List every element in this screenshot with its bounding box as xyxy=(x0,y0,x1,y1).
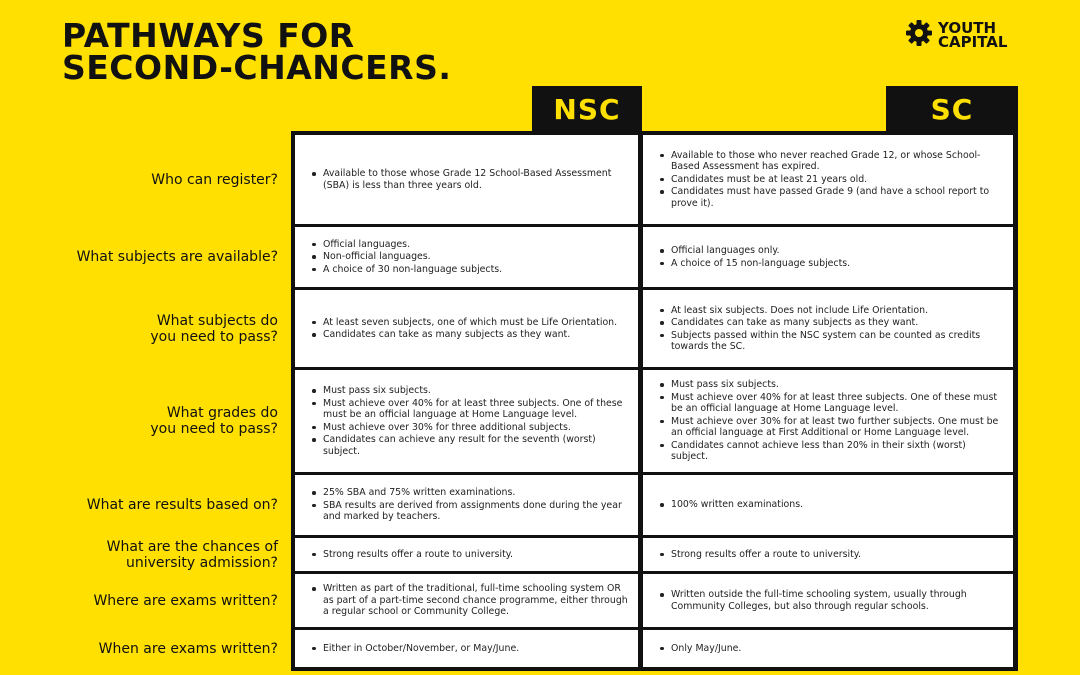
row-label-line: you need to pass? xyxy=(150,421,278,437)
row-label xyxy=(77,227,278,287)
row-label xyxy=(87,475,278,535)
list-item: Available to those whose Grade 12 School-Based Assessment (SBA) is less than three years old. xyxy=(309,168,628,191)
bullet-list xyxy=(657,498,1003,512)
column-header-nsc: NSC xyxy=(532,86,642,132)
list-item: Must pass six subjects. xyxy=(309,385,628,397)
nsc-cell xyxy=(295,475,638,535)
gear-icon xyxy=(904,18,934,52)
list-item: 100% written examinations. xyxy=(657,499,1003,511)
bullet-list xyxy=(657,642,1003,656)
sc-cell xyxy=(643,290,1013,367)
sc-cell xyxy=(643,475,1013,535)
nsc-cell xyxy=(295,290,638,367)
bullet-list xyxy=(309,548,628,562)
list-item: At least six subjects. Does not include Life Orientation. xyxy=(657,305,1003,317)
logo-text xyxy=(938,21,1007,49)
sc-cell xyxy=(643,370,1013,472)
row-label-line: What subjects do xyxy=(156,312,278,329)
list-item: Candidates must be at least 21 years old. xyxy=(657,174,1003,186)
list-item: Only May/June. xyxy=(657,643,1003,655)
bullet-list xyxy=(309,238,628,277)
title-line-1: PATHWAYS FOR xyxy=(62,16,355,55)
bullet-list xyxy=(309,384,628,458)
nsc-cell xyxy=(295,538,638,571)
row-label xyxy=(107,538,278,571)
bullet-list xyxy=(657,304,1003,354)
row-label-line: What grades do xyxy=(166,405,278,421)
nsc-cell xyxy=(295,370,638,472)
logo-line-1: YOUTH xyxy=(938,19,997,37)
list-item: A choice of 15 non-language subjects. xyxy=(657,258,1003,270)
row-label-line: Who can register? xyxy=(151,171,278,188)
list-item: Either in October/November, or May/June. xyxy=(309,643,628,655)
list-item: Must achieve over 40% for at least three subjects. One of these must be an official language at Home Language level. xyxy=(657,392,1003,415)
sc-cell xyxy=(643,135,1013,224)
bullet-list xyxy=(309,486,628,524)
list-item: SBA results are derived from assignments done during the year and marked by teachers. xyxy=(309,500,628,523)
row-label-line: When are exams written? xyxy=(98,640,278,657)
list-item: Subjects passed within the NSC system can be counted as credits towards the SC. xyxy=(657,330,1003,353)
row-label xyxy=(150,370,278,472)
list-item: Official languages. xyxy=(309,239,628,251)
list-item: Must pass six subjects. xyxy=(657,379,1003,391)
bullet-list xyxy=(309,167,628,192)
row-label-line: What are results based on? xyxy=(86,497,278,513)
list-item: Candidates must have passed Grade 9 (and have a school report to prove it). xyxy=(657,186,1003,209)
list-item: Written outside the full-time schooling system, usually through Community Colleges, but also through regular schools. xyxy=(657,589,1003,612)
page-title xyxy=(62,16,452,87)
sc-cell xyxy=(643,574,1013,627)
row-label-line: What subjects are available? xyxy=(76,249,278,265)
row-label-line: What are the chances of xyxy=(106,538,278,555)
nsc-cell xyxy=(295,630,638,667)
bullet-list xyxy=(657,548,1003,562)
bullet-list xyxy=(657,244,1003,270)
youth-capital-logo xyxy=(904,18,1007,52)
bullet-list xyxy=(309,582,628,619)
row-label xyxy=(151,135,278,224)
bullet-list xyxy=(309,316,628,342)
nsc-cell xyxy=(295,135,638,224)
list-item: Candidates can achieve any result for the seventh (worst) subject. xyxy=(309,434,628,457)
list-item: Available to those who never reached Grade 12, or whose School-Based Assessment has expired. xyxy=(657,150,1003,173)
row-label xyxy=(99,630,278,667)
row-label-line: university admission? xyxy=(125,554,278,571)
list-item: Strong results offer a route to university. xyxy=(657,549,1003,561)
list-item: Written as part of the traditional, full-time schooling system OR as part of a part-time second chance programme, either through a regular school or Community College. xyxy=(309,583,628,618)
list-item: Must achieve over 30% for three additional subjects. xyxy=(309,422,628,434)
column-header-sc: SC xyxy=(886,86,1018,132)
bullet-list xyxy=(657,149,1003,211)
list-item: Strong results offer a route to university. xyxy=(309,549,628,561)
list-item: 25% SBA and 75% written examinations. xyxy=(309,487,628,499)
list-item: Candidates can take as many subjects as they want. xyxy=(309,329,628,341)
sc-cell xyxy=(643,538,1013,571)
bullet-list xyxy=(657,588,1003,613)
title-line-2: SECOND-CHANCERS. xyxy=(62,48,452,87)
list-item: Must achieve over 30% for at least two further subjects. One must be an official language at First Additional or Home Language level. xyxy=(657,416,1003,439)
row-label-line: you need to pass? xyxy=(150,328,278,345)
row-label-line: Where are exams written? xyxy=(93,592,278,609)
logo-line-2: CAPITAL xyxy=(938,33,1008,51)
row-label xyxy=(93,574,278,627)
list-item: Must achieve over 40% for at least three subjects. One of these must be an official language at Home Language level. xyxy=(309,398,628,421)
list-item: A choice of 30 non-language subjects. xyxy=(309,264,628,276)
list-item: Candidates can take as many subjects as they want. xyxy=(657,317,1003,329)
bullet-list xyxy=(657,378,1003,464)
nsc-cell xyxy=(295,574,638,627)
list-item: At least seven subjects, one of which must be Life Orientation. xyxy=(309,317,628,329)
sc-cell xyxy=(643,630,1013,667)
row-label xyxy=(150,290,278,367)
list-item: Official languages only. xyxy=(657,245,1003,257)
bullet-list xyxy=(309,642,628,656)
list-item: Non-official languages. xyxy=(309,251,628,263)
nsc-cell xyxy=(295,227,638,287)
sc-cell xyxy=(643,227,1013,287)
list-item: Candidates cannot achieve less than 20% in their sixth (worst) subject. xyxy=(657,440,1003,463)
